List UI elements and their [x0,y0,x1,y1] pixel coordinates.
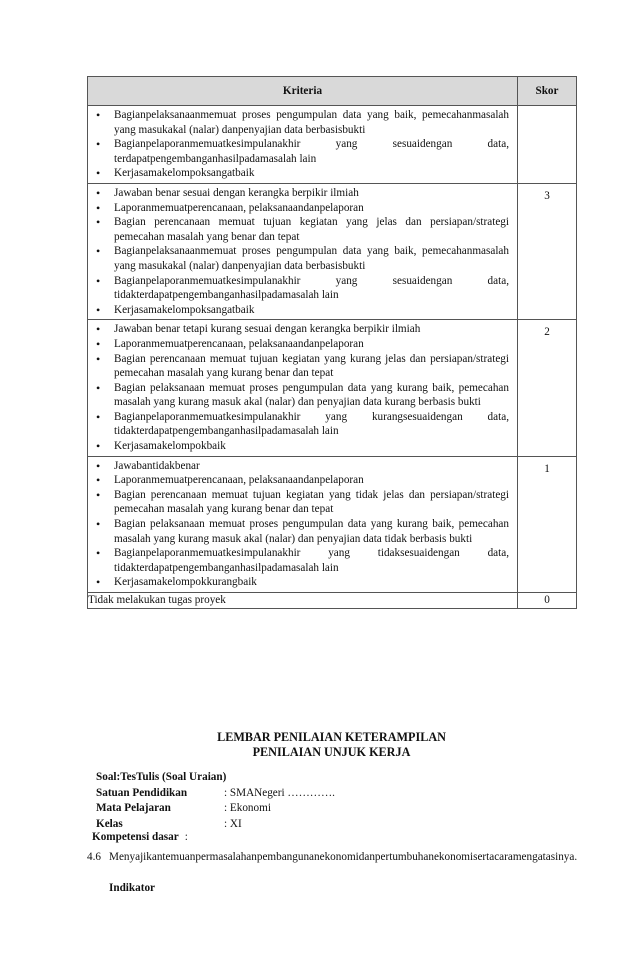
criteria-header: Kriteria [88,77,518,106]
criteria-cell [88,106,518,184]
competency-text: Menyajikantemuanpermasalahanpembangunanekonomidanpertumbuhanekonomisertacaramengatasinya. [109,851,578,863]
school-value: : SMANegeri …………. [224,786,335,799]
list-item: • Jawabantidakbenar [94,459,509,474]
table-row [88,320,577,456]
table-header-row [88,77,577,106]
score-cell: 1 [518,456,577,592]
list-item: • Laporanmemuatperencanaan, pelaksanaandanpelaporan [94,337,509,352]
list-item: • Laporanmemuatperencanaan, pelaksanaandanpelaporan [94,201,509,216]
list-item: • Jawaban benar tetapi kurang sesuai dengan kerangka berpikir ilmiah [94,322,509,337]
table-row [88,593,577,609]
list-item: • Laporanmemuatperencanaan, pelaksanaandanpelaporan [94,473,509,488]
list-item: • Bagian perencanaan memuat tujuan kegiatan yang kurang jelas dan persiapan/strategi pemecahan masalah yang kurang benar dan tepat [94,352,509,381]
table-row [88,456,577,592]
class-value: : XI [224,817,242,830]
criteria-cell: Tidak melakukan tugas proyek [88,593,518,609]
class-label: Kelas [96,817,123,830]
assessment-rubric-table [87,76,577,609]
subject-value: : Ekonomi [224,802,271,814]
list-item: • Bagian perencanaan memuat tujuan kegiatan yang jelas dan persiapan/strategi pemecahan masalah yang benar dan tepat [94,215,509,244]
list-item: • Bagian pelaksanaan memuat proses pengumpulan data yang kurang baik, pemecahan masalah yang kurang masuk akal (nalar) dan penyajian data kurang berbasis bukti [94,381,509,410]
competency-heading [92,831,188,843]
list-item: • Bagianpelaksanaanmemuat proses pengumpulan data yang baik, pemecahanmasalah yang masukakal (nalar) danpenyajian data berbasisbukti [94,108,509,137]
document-subtitle: PENILAIAN UNJUK KERJA [252,745,411,759]
exam-info [96,770,335,832]
criteria-list [94,322,509,453]
list-item: • Kerjasamakelompokkurangbaik [94,575,509,590]
score-header: Skor [518,77,577,106]
competency-colon: : [184,831,188,843]
criteria-list [94,459,509,590]
competency-number: 4.6 [87,851,101,863]
criteria-list [94,108,509,181]
criteria-cell [88,456,518,592]
competency-item [87,849,587,866]
table-row [88,106,577,184]
question-type: Soal:TesTulis (Soal Uraian) [96,771,227,783]
table-row [88,183,577,319]
list-item: • Bagianpelaksanaanmemuat proses pengumpulan data yang baik, pemecahanmasalah yang masukakal (nalar) danpenyajian data berbasisbukti [94,244,509,273]
list-item: • Bagianpelaporanmemuatkesimpulanakhir yang tidaksesuaidengan data, tidakterdapatpengembanganhasilpadamasalah lain [94,546,509,575]
list-item: • Bagianpelaporanmemuatkesimpulanakhir yang sesuaidengan data, terdapatpengembanganhasilpadamasalah lain [94,137,509,166]
school-label: Satuan Pendidikan [96,786,188,799]
subject-label: Mata Pelajaran [96,802,171,814]
list-item: • Bagianpelaporanmemuatkesimpulanakhir yang sesuaidengan data, tidakterdapatpengembanganhasilpadamasalah lain [94,274,509,303]
list-item: • Kerjasamakelompoksangatbaik [94,166,509,181]
list-item: • Kerjasamakelompokbaik [94,439,509,454]
list-item: • Bagianpelaporanmemuatkesimpulanakhir yang kurangsesuaidengan data, tidakterdapatpengembanganhasilpadamasalah lain [94,410,509,439]
criteria-cell [88,320,518,456]
score-cell [518,106,577,184]
criteria-list [94,186,509,317]
indicator-heading: Indikator [109,882,156,894]
criteria-cell [88,183,518,319]
score-cell: 2 [518,320,577,456]
document-title: LEMBAR PENILAIAN KETERAMPILAN [217,730,446,744]
competency-label: Kompetensi dasar [92,831,179,843]
score-cell: 3 [518,183,577,319]
score-cell: 0 [518,593,577,609]
list-item: • Kerjasamakelompoksangatbaik [94,303,509,318]
list-item: • Bagian perencanaan memuat tujuan kegiatan yang tidak jelas dan persiapan/strategi pemecahan masalah yang kurang benar dan tepat [94,488,509,517]
list-item: • Bagian pelaksanaan memuat proses pengumpulan data yang kurang baik, pemecahan masalah yang kurang masuk akal (nalar) dan penyajian data tidak berbasis bukti [94,517,509,546]
list-item: • Jawaban benar sesuai dengan kerangka berpikir ilmiah [94,186,509,201]
